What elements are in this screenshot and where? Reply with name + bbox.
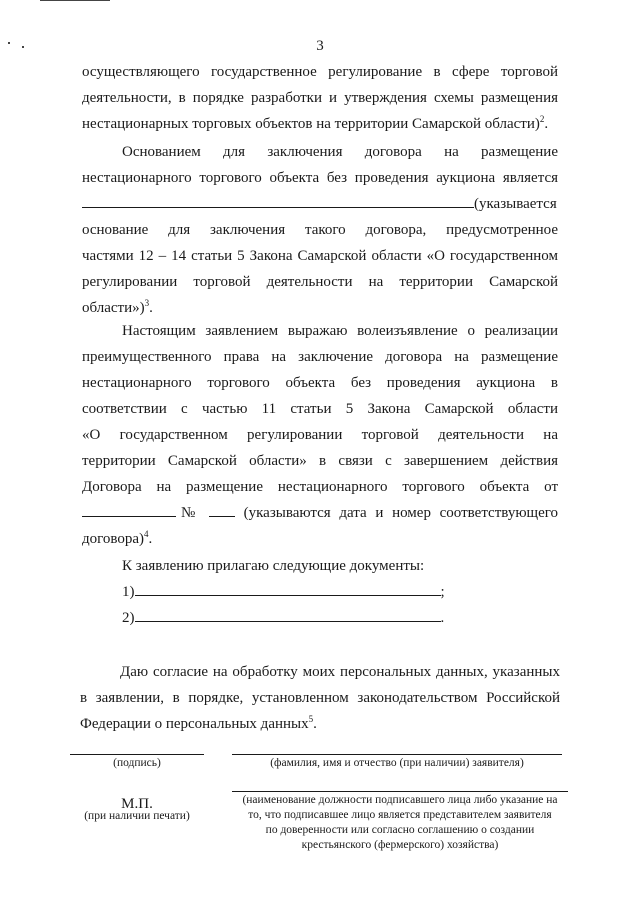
stamp-note: (при наличии печати): [84, 810, 190, 822]
footnote-ref: 3: [144, 298, 150, 308]
position-label-line: крестьянского (фермерского) хозяйства): [301, 839, 499, 851]
text-line: Федерации о персональных данных$^5$.: [80, 714, 317, 732]
signature-label: (подпись): [113, 757, 161, 769]
name-line[interactable]: [232, 754, 562, 755]
text-line: Настоящим заявлением выражаю волеизъявление о реализации: [122, 323, 558, 339]
text-line: территории Самарской области» в связи с завершением действия: [82, 453, 558, 469]
position-label: [222, 793, 578, 853]
text-line: преимущественного права на заключение договора на размещение: [82, 349, 558, 365]
text-line: в заявлении, в порядке, установленном законодательством Российской: [80, 690, 560, 706]
number-blank[interactable]: [209, 504, 235, 517]
text-line: основание для заключения такого договора, предусмотренное: [82, 222, 558, 238]
footnote-ref: 2: [539, 114, 545, 124]
scan-dot: [8, 42, 10, 44]
text-line: договора)$^4$.: [82, 529, 153, 547]
position-label-line: то, что подписавшее лицо является представителем заявителя: [248, 809, 552, 821]
footnote-ref: 4: [144, 529, 149, 539]
position-line[interactable]: [232, 791, 568, 792]
attachment-item-2: 2) .: [122, 610, 445, 626]
text-line: Договора на размещение нестационарного торгового объекта от: [82, 479, 558, 495]
attachments-intro: К заявлению прилагаю следующие документы:: [122, 558, 425, 574]
text-line: (указывается: [82, 191, 558, 217]
page-number: 3: [316, 38, 324, 54]
text-line: частями 12 – 14 статьи 5 Закона Самарской области «О государственном: [82, 248, 558, 264]
text-line: деятельности, в порядке разработки и утверждения схемы размещения: [82, 90, 558, 106]
text-line: «О государственном регулировании торговой деятельности на: [82, 427, 558, 443]
text-line: регулировании торговой деятельности на территории Самарской: [82, 274, 558, 290]
position-label-line: по доверенности или согласно соглашению о создании: [265, 824, 535, 836]
text-line: области»)$^3$.: [82, 298, 153, 316]
text-line: нестационарного торгового объекта без проведения аукциона является: [82, 170, 558, 186]
scan-mark-top: [40, 0, 110, 1]
stamp-label: М.П.: [121, 796, 153, 812]
signature-line[interactable]: [70, 754, 204, 755]
paragraph-1: [82, 59, 558, 137]
paragraph-3: [82, 318, 558, 552]
text-line: Даю согласие на обработку моих персональных данных, указанных: [120, 664, 560, 680]
date-blank[interactable]: [82, 504, 176, 517]
name-label: (фамилия, имя и отчество (при наличии) заявителя): [270, 757, 524, 769]
attachment-blank-1[interactable]: [135, 583, 441, 596]
text-line: нестационарных торговых объектов на территории Самарской области)$^2$.: [82, 114, 549, 132]
text-line: Основанием для заключения договора на размещение: [122, 144, 558, 160]
attachment-item-1: 1) ;: [122, 584, 445, 600]
consent-paragraph: [80, 659, 560, 737]
position-label-line: (наименование должности подписавшего лица либо указание на: [242, 794, 558, 806]
text-line: № (указываются дата и номер соответствующего: [82, 500, 558, 526]
blank-field[interactable]: [82, 195, 474, 208]
text-line: нестационарного торгового объекта без проведения аукциона в: [82, 375, 558, 391]
text-line: соответствии с частью 11 статьи 5 Закона Самарской области: [82, 401, 558, 417]
attachments-block: [122, 553, 562, 631]
attachment-blank-2[interactable]: [135, 609, 441, 622]
scan-dot: [22, 46, 24, 48]
text-line: осуществляющего государственное регулирование в сфере торговой: [82, 64, 558, 80]
paragraph-2: [82, 139, 558, 321]
footnote-ref: 5: [308, 714, 314, 724]
